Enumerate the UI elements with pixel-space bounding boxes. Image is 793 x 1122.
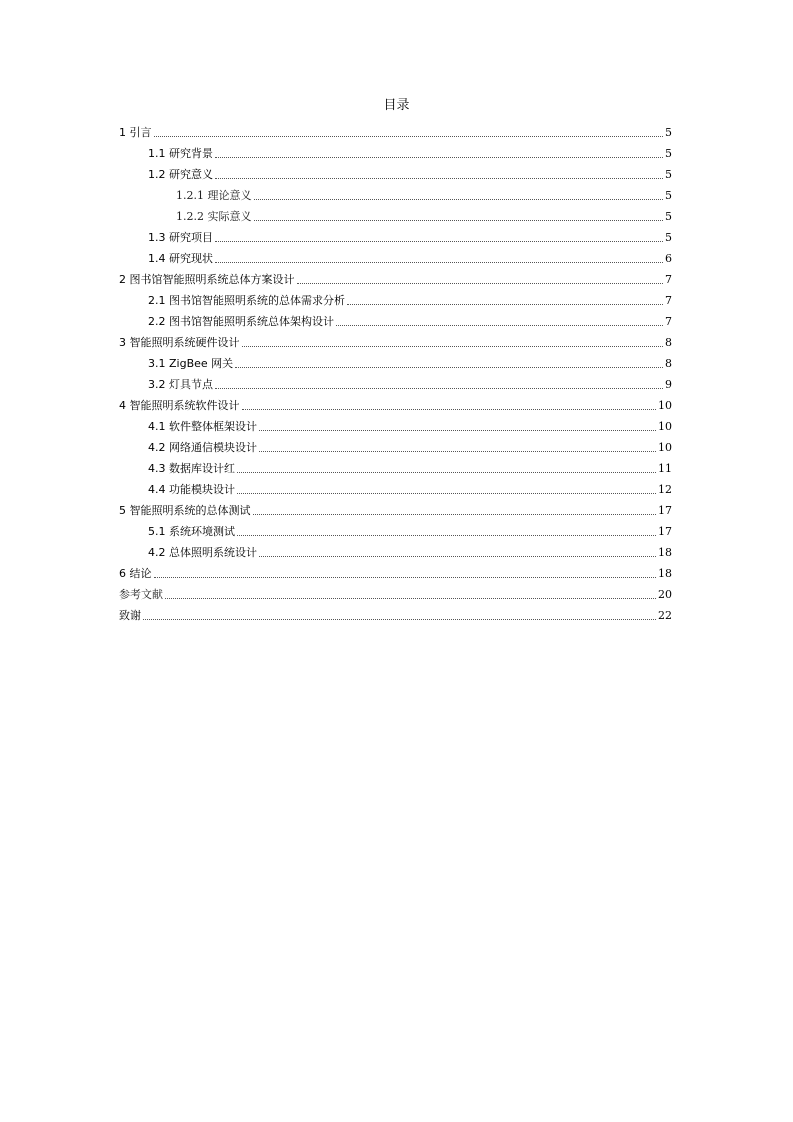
leader-dots [254, 198, 664, 200]
page-title: 目录 [383, 98, 410, 113]
toc-entry-acknowledgements[interactable] [119, 601, 672, 622]
toc-entry-page: 7 [665, 315, 672, 328]
toc-entry-page: 5 [665, 210, 672, 223]
toc-entry-1-3[interactable] [119, 223, 672, 244]
table-of-contents [119, 118, 672, 622]
toc-entry-6[interactable] [119, 559, 672, 580]
toc-entry-1-2[interactable] [119, 160, 672, 181]
leader-dots [235, 366, 663, 368]
toc-entry-4-2[interactable] [119, 433, 672, 454]
toc-entry-label: 4.2 总体照明系统设计 [148, 546, 257, 559]
toc-entry-label: 3.1 ZigBee 网关 [148, 357, 234, 370]
toc-entry-label: 5 智能照明系统的总体测试 [119, 504, 251, 517]
leader-dots [237, 492, 656, 494]
toc-entry-1-2-2[interactable] [119, 202, 672, 223]
leader-dots [259, 429, 656, 431]
leader-dots [242, 345, 664, 347]
toc-entry-4-1[interactable] [119, 412, 672, 433]
toc-entry-label: 5.1 系统环境测试 [148, 525, 235, 538]
toc-entry-3[interactable] [119, 328, 672, 349]
leader-dots [254, 219, 664, 221]
leader-dots [215, 387, 663, 389]
toc-entry-label: 1.4 研究现状 [148, 252, 213, 265]
toc-entry-4-4[interactable] [119, 475, 672, 496]
toc-entry-page: 5 [665, 168, 672, 181]
toc-entry-2-1[interactable] [119, 286, 672, 307]
toc-entry-page: 18 [658, 546, 672, 559]
toc-entry-page: 11 [658, 462, 672, 475]
leader-dots [143, 618, 656, 620]
leader-dots [215, 240, 663, 242]
toc-entry-page: 17 [658, 504, 672, 517]
toc-entry-page: 6 [665, 252, 672, 265]
leader-dots [215, 177, 663, 179]
toc-entry-label: 1.1 研究背景 [148, 147, 213, 160]
toc-entry-3-1[interactable] [119, 349, 672, 370]
toc-entry-page: 10 [658, 399, 672, 412]
toc-entry-label: 2 图书馆智能照明系统总体方案设计 [119, 273, 295, 286]
toc-entry-label: 1 引言 [119, 126, 152, 139]
toc-entry-page: 20 [658, 588, 672, 601]
toc-entry-references[interactable] [119, 580, 672, 601]
leader-dots [215, 156, 663, 158]
toc-entry-1-4[interactable] [119, 244, 672, 265]
leader-dots [215, 261, 663, 263]
leader-dots [154, 135, 664, 137]
toc-entry-1[interactable] [119, 118, 672, 139]
toc-entry-2[interactable] [119, 265, 672, 286]
toc-entry-1-1[interactable] [119, 139, 672, 160]
leader-dots [242, 408, 657, 410]
toc-entry-label: 2.1 图书馆智能照明系统的总体需求分析 [148, 294, 345, 307]
toc-entry-page: 7 [665, 273, 672, 286]
leader-dots [297, 282, 664, 284]
leader-dots [237, 534, 656, 536]
leader-dots [154, 576, 657, 578]
toc-entry-2-2[interactable] [119, 307, 672, 328]
toc-entry-page: 17 [658, 525, 672, 538]
toc-entry-page: 8 [665, 336, 672, 349]
toc-entry-page: 8 [665, 357, 672, 370]
toc-entry-label: 3 智能照明系统硬件设计 [119, 336, 240, 349]
toc-entry-label: 4 智能照明系统软件设计 [119, 399, 240, 412]
toc-entry-page: 12 [658, 483, 672, 496]
toc-entry-label: 1.2.1 理论意义 [176, 189, 252, 202]
toc-entry-5-1[interactable] [119, 517, 672, 538]
leader-dots [347, 303, 663, 305]
toc-entry-label: 致谢 [119, 609, 141, 622]
toc-entry-4[interactable] [119, 391, 672, 412]
toc-entry-label: 1.2 研究意义 [148, 168, 213, 181]
toc-entry-page: 5 [665, 231, 672, 244]
toc-entry-label: 6 结论 [119, 567, 152, 580]
toc-entry-page: 22 [658, 609, 672, 622]
toc-entry-page: 5 [665, 147, 672, 160]
toc-entry-label: 1.2.2 实际意义 [176, 210, 252, 223]
toc-entry-label: 4.2 网络通信模块设计 [148, 441, 257, 454]
toc-entry-page: 9 [665, 378, 672, 391]
toc-entry-5-2[interactable] [119, 538, 672, 559]
toc-entry-label: 4.1 软件整体框架设计 [148, 420, 257, 433]
toc-entry-label: 3.2 灯具节点 [148, 378, 213, 391]
toc-entry-label: 1.3 研究项目 [148, 231, 213, 244]
toc-entry-5[interactable] [119, 496, 672, 517]
toc-entry-page: 18 [658, 567, 672, 580]
toc-entry-label: 参考文献 [119, 588, 163, 601]
toc-entry-3-2[interactable] [119, 370, 672, 391]
toc-entry-page: 5 [665, 189, 672, 202]
leader-dots [336, 324, 663, 326]
leader-dots [237, 471, 656, 473]
leader-dots [259, 555, 656, 557]
toc-entry-1-2-1[interactable] [119, 181, 672, 202]
leader-dots [259, 450, 656, 452]
leader-dots [253, 513, 657, 515]
toc-entry-label: 2.2 图书馆智能照明系统总体架构设计 [148, 315, 334, 328]
toc-entry-page: 10 [658, 420, 672, 433]
toc-entry-4-3[interactable] [119, 454, 672, 475]
leader-dots [165, 597, 656, 599]
toc-entry-label: 4.4 功能模块设计 [148, 483, 235, 496]
toc-entry-page: 10 [658, 441, 672, 454]
toc-entry-page: 7 [665, 294, 672, 307]
toc-entry-page: 5 [665, 126, 672, 139]
toc-entry-label: 4.3 数据库设计红 [148, 462, 235, 475]
